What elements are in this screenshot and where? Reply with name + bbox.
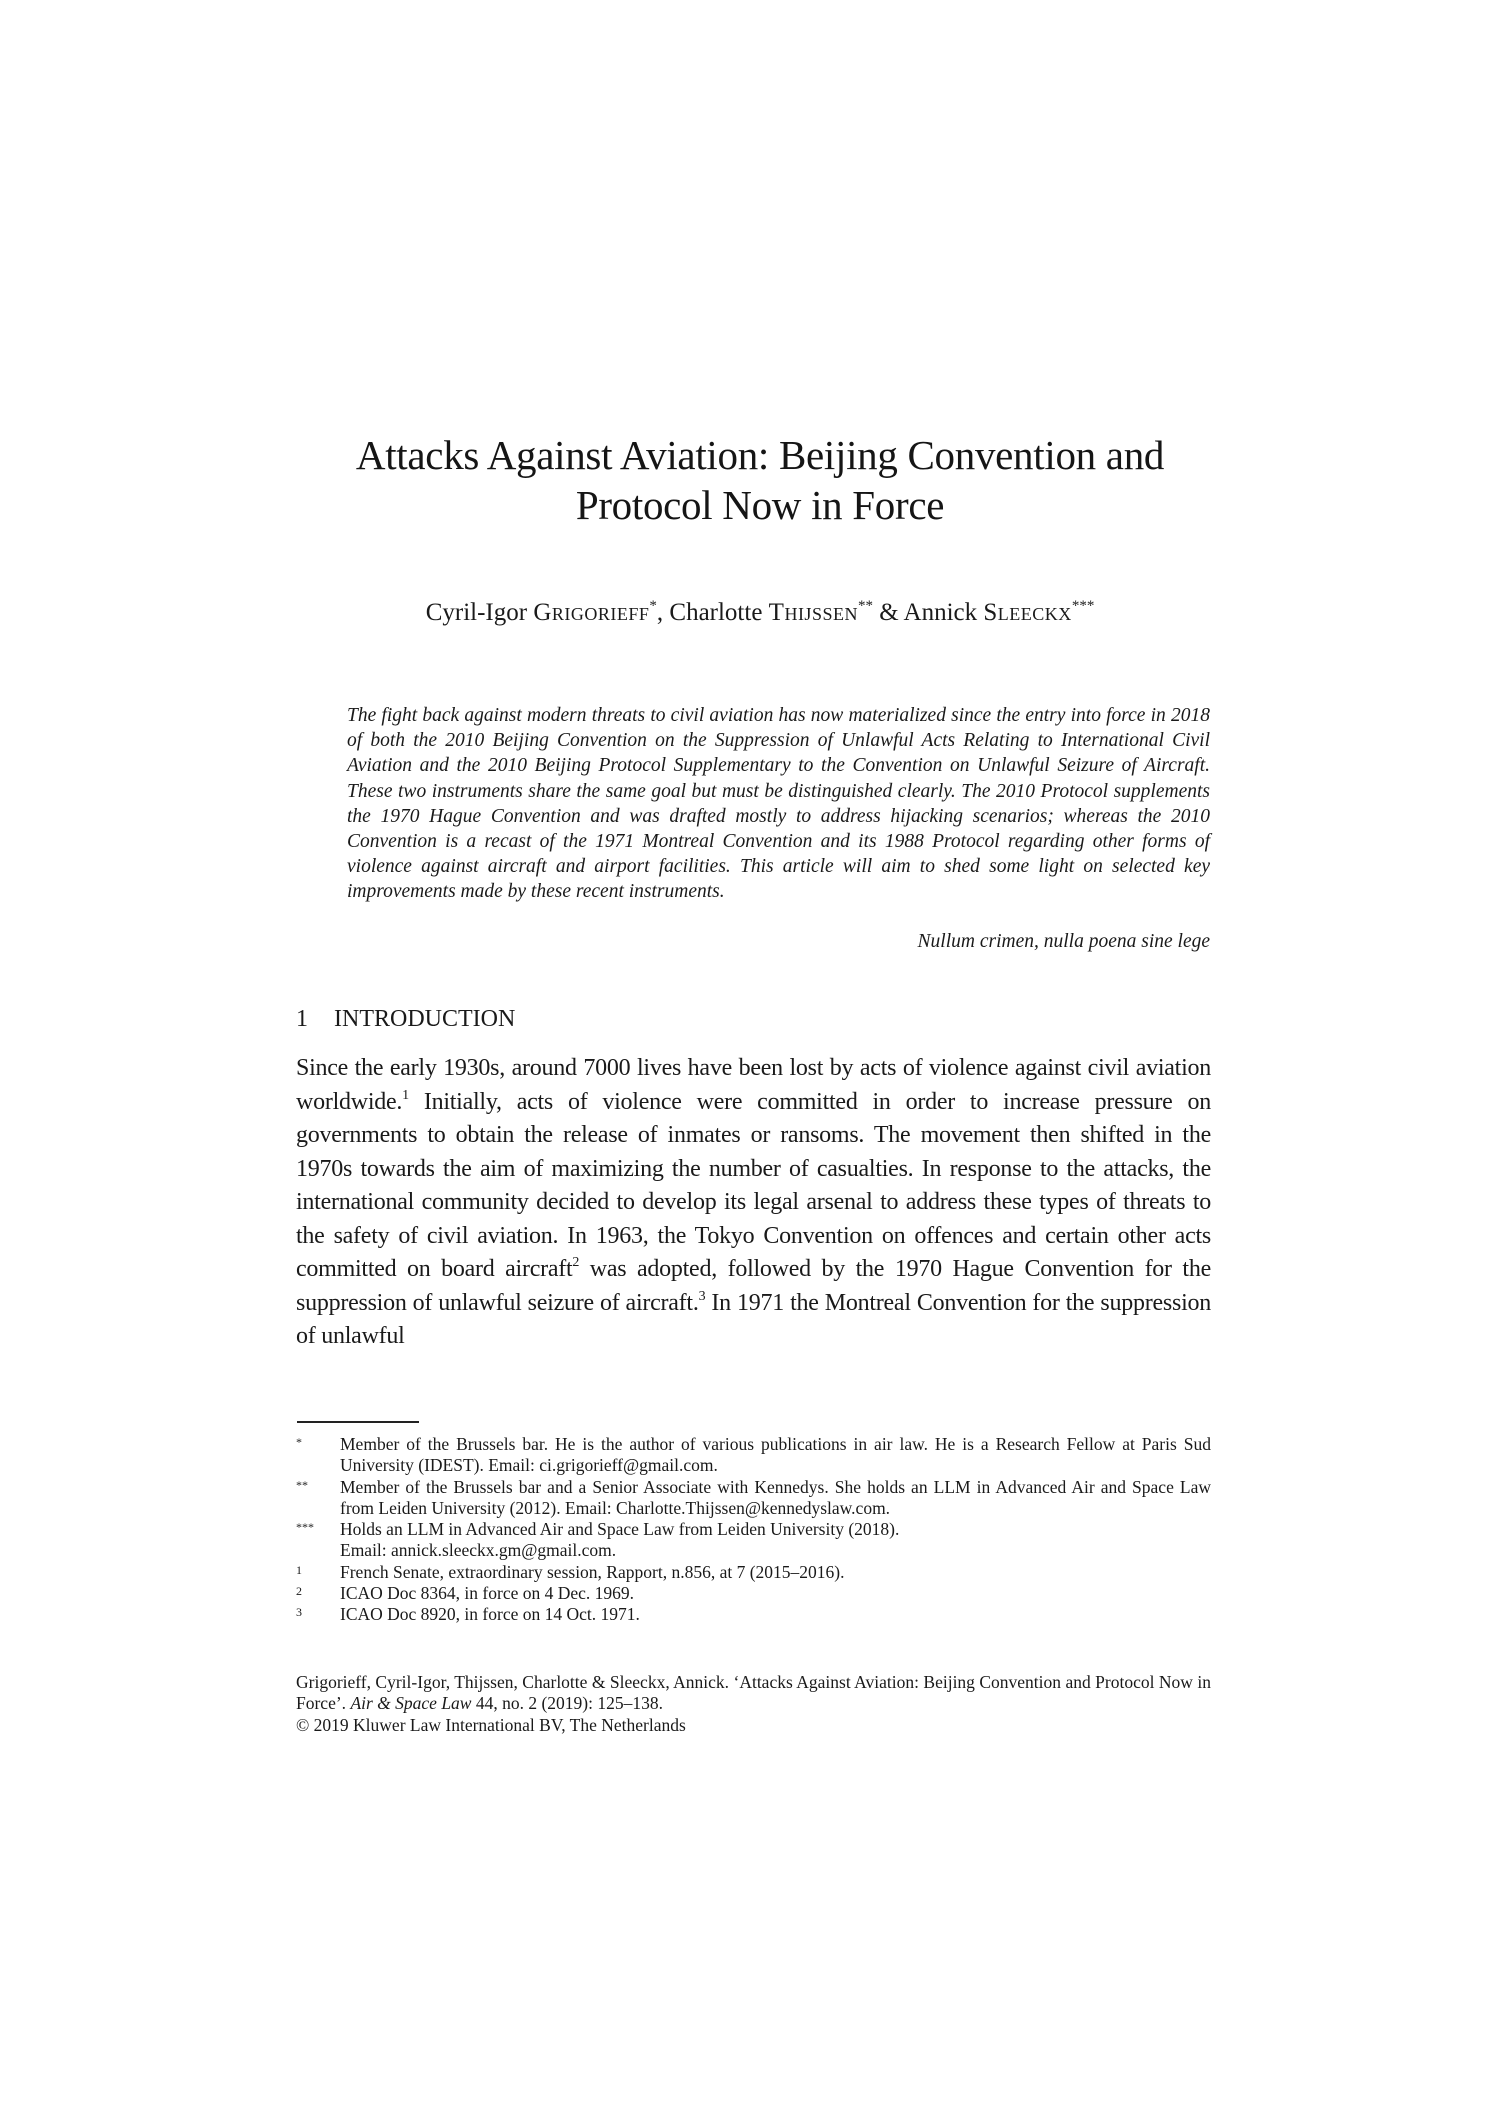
section-title: INTRODUCTION (334, 1006, 516, 1032)
author-list (280, 598, 1240, 628)
author-3-mark[interactable]: *** (1071, 598, 1095, 614)
footnote-ref-2[interactable]: 2 (572, 1255, 580, 1270)
footnote-mark: 3 (296, 1605, 302, 1620)
citation-volume: 44, no. 2 (2019): 125–138. (471, 1693, 664, 1714)
epigraph: Nullum crimen, nulla poena sine lege (917, 931, 1210, 952)
footnote-text: French Senate, extraordinary session, Rapport, n.856, at 7 (2015–2016). (340, 1561, 845, 1582)
footnote-mark: 2 (296, 1584, 302, 1599)
footnote-text-line: Holds an LLM in Advanced Air and Space Law from Leiden University (2018). (340, 1519, 900, 1540)
body-paragraph (296, 1052, 1211, 1354)
footnote-email: Email: annick.sleeckx.gm@gmail.com. (340, 1540, 617, 1561)
footnote-text: ICAO Doc 8364, in force on 4 Dec. 1969. (340, 1583, 635, 1604)
footnote-ref-1[interactable]: 1 (402, 1087, 409, 1103)
author-1-given: Cyril-Igor (425, 599, 534, 626)
footnote-item (296, 1562, 1211, 1583)
body-text-segment: In 1971 the Montreal Convention for the suppression of unlawful (296, 1289, 1211, 1349)
section-heading (296, 1004, 515, 1034)
footnote-text: Member of the Brussels bar. He is the author of various publications in air law. He is a Research Fellow at Paris Sud University (IDEST). Email: ci.grigorieff@gmail.com. (340, 1434, 1211, 1476)
author-1-family: Grigorieff (533, 599, 650, 626)
body-text-segment: Initially, acts of violence were committed in order to increase pressure on governments to obtain the release of inmates or ransoms. The movement then shifted in the 1970s towards the aim of maximizing the number of casualties. In response to the attacks, the international community decided to develop its legal arsenal to address these types of threats to the safety of civil aviation. In 1963, the Tokyo Convention on offences and certain other acts committed on board aircraft (296, 1088, 1211, 1282)
title-line-1: Attacks Against Aviation: Beijing Convention and (355, 432, 1165, 478)
section-number: 1 (296, 1006, 308, 1032)
body-text-segment: was adopted, followed by the 1970 Hague Convention for the suppression of unlawful seizure of aircraft. (296, 1256, 1211, 1316)
footnote-mark: *** (296, 1520, 314, 1535)
citation-block (296, 1672, 1211, 1736)
author-3-given: Annick (903, 599, 984, 626)
footnote-mark: * (296, 1435, 302, 1449)
footnote-divider (297, 1421, 419, 1423)
footnote-item (296, 1604, 1211, 1625)
footnote-text: ICAO Doc 8920, in force on 14 Oct. 1971. (340, 1604, 640, 1625)
footnote-mark: 1 (296, 1562, 302, 1577)
article-title (280, 430, 1240, 530)
footnote-ref-3[interactable]: 3 (698, 1288, 706, 1304)
footnote-text: Member of the Brussels bar and a Senior Associate with Kennedys. She holds an LLM in Advanced Air and Space Law from Leiden University (2012). Email: Charlotte.Thijssen@kennedyslaw.com. (340, 1476, 1211, 1518)
footnote-mark: ** (296, 1477, 308, 1492)
footnotes (296, 1434, 1211, 1626)
author-separator: , (656, 599, 670, 626)
journal-name: Air & Space Law (350, 1693, 472, 1714)
author-2-family: Thijssen (768, 599, 858, 626)
author-separator: & (872, 599, 904, 626)
author-1-mark[interactable]: * (649, 598, 657, 614)
citation-text: Grigorieff, Cyril-Igor, Thijssen, Charlotte & Sleeckx, Annick. ‘Attacks Against Aviation: Beijing Convention and Protocol Now in Force’. (296, 1672, 1211, 1714)
author-2-mark[interactable]: ** (857, 598, 873, 614)
author-2-given: Charlotte (669, 599, 769, 626)
footnote-text (340, 1519, 1211, 1562)
footnote-item (296, 1519, 1211, 1562)
author-3-family: Sleeckx (983, 599, 1072, 626)
copyright-notice: © 2019 Kluwer Law International BV, The Netherlands (296, 1714, 686, 1735)
title-line-2: Protocol Now in Force (575, 482, 945, 528)
footnote-item (296, 1477, 1211, 1520)
footnote-item (296, 1583, 1211, 1604)
abstract: The fight back against modern threats to civil aviation has now materialized since the entry into force in 2018 of both the 2010 Beijing Convention on the Suppression of Unlawful Acts Relating to International Civil Aviation and the 2010 Beijing Protocol Supplementary to the Convention on Unlawful Seizure of Aircraft. These two instruments share the same goal but must be distinguished clearly. The 2010 Protocol supplements the 1970 Hague Convention and was drafted mostly to address hijacking scenarios; whereas the 2010 Convention is a recast of the 1971 Montreal Convention and its 1988 Protocol regarding other forms of violence against aircraft and airport facilities. This article will aim to shed some light on selected key improvements made by these recent instruments. (347, 705, 1210, 903)
body-text-segment: Since the early 1930s, around 7000 lives have been lost by acts of violence against civil aviation worldwide. (296, 1055, 1211, 1115)
footnote-item (296, 1434, 1211, 1477)
